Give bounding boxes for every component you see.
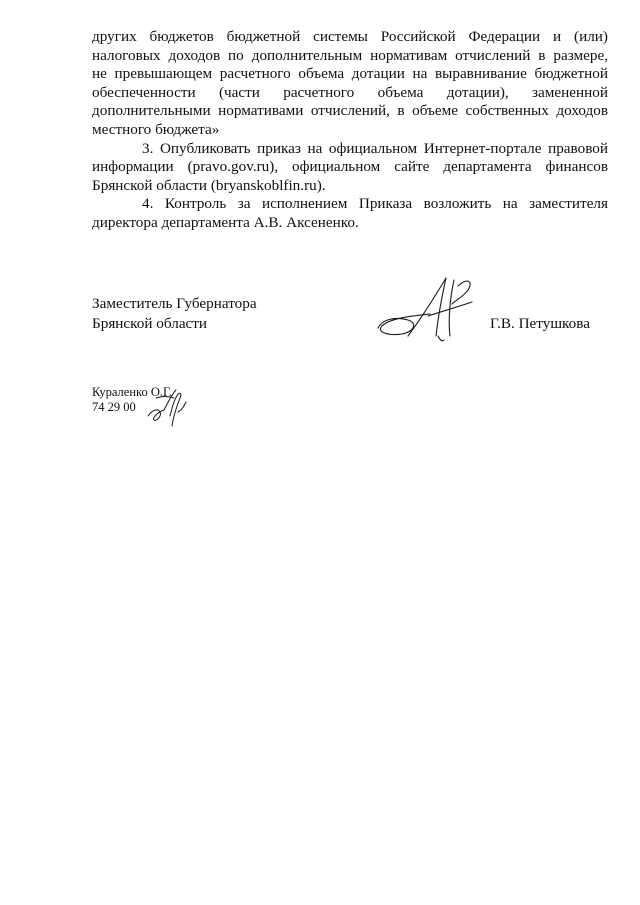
item-4-line: директора департамента А.В. Аксененко. (92, 213, 359, 231)
signatory-position-line: Заместитель Губернатора (92, 295, 257, 312)
item-4-line: 4. Контроль за исполнением Приказа возложить на заместителя (142, 195, 608, 213)
signatory-name: Г.В. Петушкова (490, 315, 590, 332)
item-3-line: 3. Опубликовать приказ на официальном Интернет-портале правовой (142, 139, 608, 157)
signatory-position (92, 294, 257, 334)
text-line: других бюджетов бюджетной системы Российской Федерации и (или) (92, 28, 608, 45)
text-line: дополнительными нормативами отчислений, в объеме собственных доходов (92, 102, 608, 120)
signatory-position-line: Брянской области (92, 315, 208, 332)
handwritten-signature (368, 270, 480, 348)
document-body (92, 28, 608, 233)
text-line: не превышающем расчетного объема дотации на выравнивание бюджетной (92, 65, 608, 83)
item-3-line: информации (pravo.gov.ru), официальном сайте департамента финансов (92, 158, 608, 176)
text-line: обеспеченности (части расчетного объема дотации), замененной (92, 83, 608, 101)
executor-phone: 74 29 00 (92, 400, 136, 414)
text-line: налоговых доходов по дополнительным нормативам отчислений в размере, (92, 46, 608, 64)
text-line: местного бюджета» (92, 120, 220, 138)
executor-name: Кураленко О.Г. (92, 385, 172, 399)
executor-initials-signature (142, 386, 190, 430)
item-3-line: Брянской области (bryanskoblfin.ru). (92, 176, 326, 194)
